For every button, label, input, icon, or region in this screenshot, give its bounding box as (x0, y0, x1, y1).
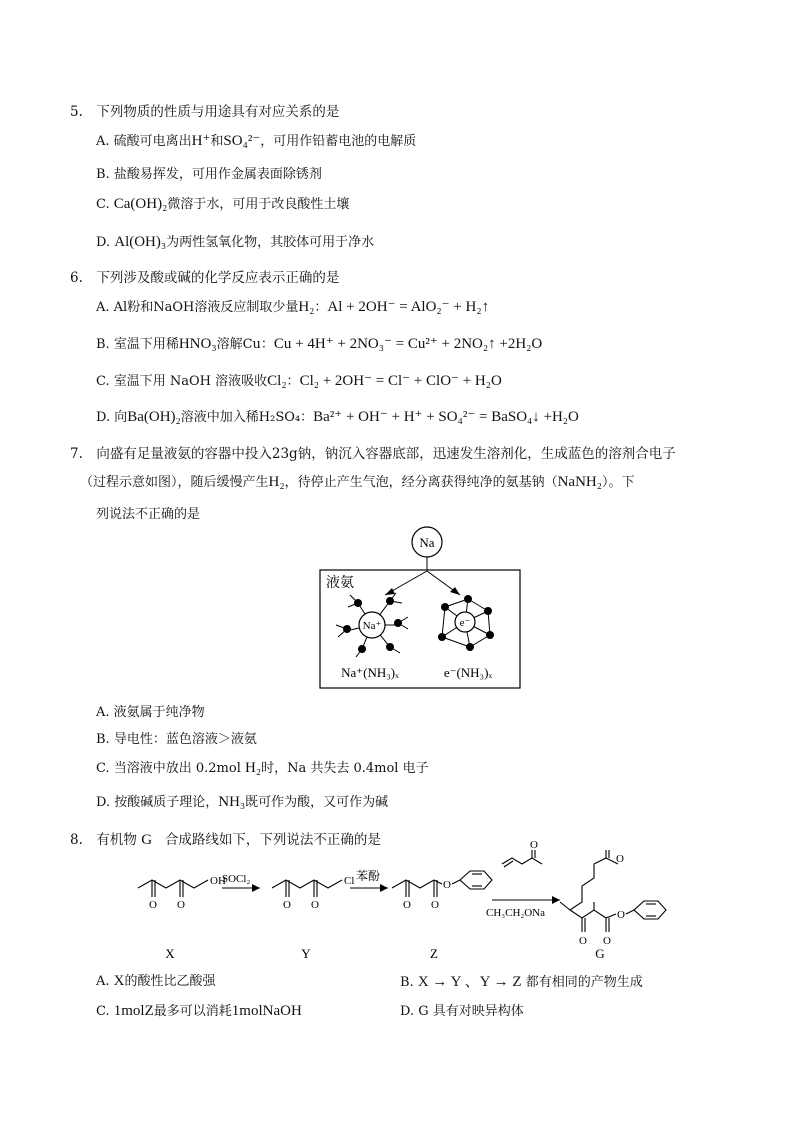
q6-option-a: A. Al粉和NaOH溶液反应制取少量H₂：Al + 2OH⁻ = AlO₂⁻ + H₂↑ (96, 299, 490, 315)
liquid-ammonia-label: 液氨 (326, 576, 354, 591)
q5-option-d: D. Al(OH)₃为两性氢氧化物，其胶体可用于净水 (96, 234, 375, 250)
label-y: Y (301, 946, 311, 961)
label-x: X (165, 946, 175, 961)
q7-option-a: A. 液氨属于纯净物 (96, 705, 205, 720)
g-ester-o: O (603, 935, 611, 947)
g-top-o: O (616, 853, 624, 865)
q8-option-a: A. X的酸性比乙酸强 (96, 973, 216, 989)
solvation-figure (310, 525, 530, 695)
x-ketone-o: O (149, 899, 157, 911)
q6-stem: 6. 下列涉及酸或碱的化学反应表示正确的是 (70, 270, 340, 286)
solvated-na-cluster (336, 593, 408, 657)
q6-option-d: D. 向Ba(OH)₂溶液中加入稀H₂SO₄：Ba²⁺ + OH⁻ + H⁺ + SO₄²⁻ = BaSO₄↓ +H₂O (96, 409, 579, 425)
g-ether-o: O (617, 909, 625, 921)
q7-stem-line3: 列说法不正确的是 (96, 507, 201, 522)
q8-stem: 8. 有机物 G 合成路线如下，下列说法不正确的是 (70, 832, 381, 848)
e-nh3-label: e⁻(NH₃)ₓ (443, 665, 493, 680)
y-cl-label: Cl (344, 875, 355, 887)
q5-stem: 5. 下列物质的性质与用途具有对应关系的是 (70, 104, 340, 120)
q8-option-c: C. 1molZ最多可以消耗1molNaOH (96, 1003, 302, 1019)
q6-option-c: C. 室温下用 NaOH 溶液吸收Cl₂：Cl₂ + 2OH⁻ = Cl⁻ + ClO⁻ + H₂O (96, 373, 502, 389)
q5-option-b: B. 盐酸易挥发，可用作金属表面除锈剂 (96, 167, 322, 182)
solvated-electron-cluster (438, 595, 494, 651)
q8-option-d: D. G 具有对映异构体 (400, 1004, 524, 1019)
x-acid-o: O (177, 899, 185, 911)
y-ketone-o: O (283, 899, 291, 911)
label-z: Z (430, 946, 438, 961)
e-minus-label: e⁻ (459, 617, 471, 629)
na-plus-label: Na⁺ (362, 620, 382, 632)
q7-option-d: D. 按酸碱质子理论，NH₃既可作为酸，又可作为碱 (96, 794, 389, 810)
z-ether-o: O (443, 879, 451, 891)
z-ketone-o: O (403, 899, 411, 911)
q5-option-c: C. Ca(OH)₂微溶于水，可用于改良酸性土壤 (96, 196, 350, 212)
na-atom-label: Na (419, 535, 435, 550)
label-g: G (595, 946, 605, 961)
q7-stem-line2: （过程示意如图），随后缓慢产生H₂，待停止产生气泡，经分离获得纯净的氨基钠（NaNH₂）。下 (80, 474, 635, 490)
g-ketone-o: O (579, 935, 587, 947)
mvk-o: O (530, 839, 538, 851)
na-nh3-label: Na⁺(NH₃)ₓ (341, 665, 399, 680)
q7-option-b: B. 导电性：蓝色溶液＞液氨 (96, 732, 257, 747)
y-acyl-o: O (311, 899, 319, 911)
q8-option-b: B. X → Y 、Y → Z 都有相同的产物生成 (400, 974, 643, 990)
q7-option-c: C. 当溶液中放出 0.2mol H₂时，Na 共失去 0.4mol 电子 (96, 760, 429, 776)
z-ester-o: O (431, 899, 439, 911)
q5-option-a: A. 硫酸可电离出H⁺和SO₄²⁻，可用作铅蓄电池的电解质 (96, 133, 417, 149)
socl2-reagent: SOCl₂ (222, 873, 251, 885)
synthesis-scheme (130, 839, 690, 965)
q6-option-b: B. 室温下用稀HNO₃溶解Cu：Cu + 4H⁺ + 2NO₃⁻ = Cu²⁺ + 2NO₂↑ +2H₂O (96, 336, 543, 352)
q7-stem-line1: 7. 向盛有足量液氨的容器中投入23g钠，钠沉入容器底部，迅速发生溶剂化，生成蓝色的溶剂合电子 (70, 446, 676, 462)
x-oh-label: OH (210, 875, 226, 887)
base-reagent: CH₃CH₂ONa (486, 907, 546, 919)
phenol-reagent: 苯酚 (356, 869, 381, 883)
